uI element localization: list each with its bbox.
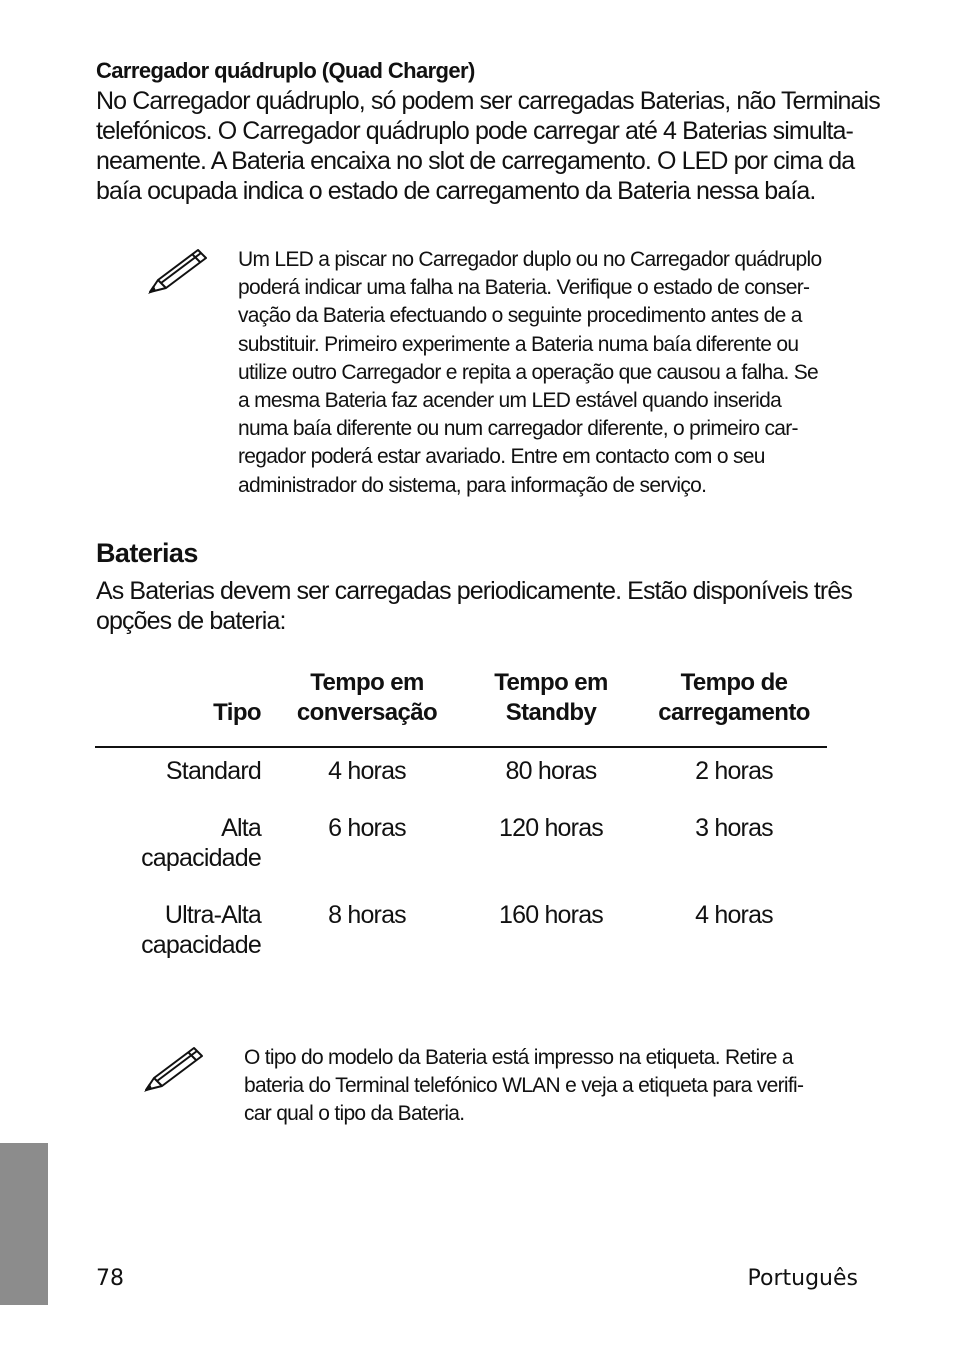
- pencil-icon: [140, 1044, 206, 1096]
- header-line: Tempo em: [310, 669, 424, 696]
- note-line: car qual o tipo da Bateria.: [244, 1102, 465, 1126]
- table-cell-talk: 8 horas: [328, 901, 406, 929]
- page-number: 78: [96, 1266, 124, 1291]
- table-cell-charge: 3 horas: [695, 814, 773, 842]
- cell-line: Standard: [165, 757, 261, 785]
- table-cell-standby: 120 horas: [499, 814, 603, 842]
- header-line: Tempo em: [494, 669, 608, 696]
- header-line: Tipo: [213, 699, 261, 726]
- table-cell-charge: 2 horas: [695, 757, 773, 785]
- column-header-type: [95, 668, 261, 728]
- column-header-charge-time: [641, 668, 827, 728]
- header-line: Tempo de: [680, 669, 788, 696]
- paragraph-line: opções de bateria:: [96, 607, 286, 635]
- header-line: carregamento: [658, 699, 810, 726]
- note-battery-label: [244, 1044, 803, 1129]
- cell-line: capacidade: [141, 844, 261, 872]
- header-line: [95, 668, 261, 698]
- batteries-intro: [96, 576, 852, 636]
- table-cell-type: [95, 756, 261, 786]
- section-heading-batteries: Baterias: [96, 538, 198, 568]
- table-cell-standby: 160 horas: [499, 901, 603, 929]
- paragraph-line: As Baterias devem ser carregadas periodicamente. Estão disponíveis três: [96, 577, 852, 605]
- table-cell-talk: 6 horas: [328, 814, 406, 842]
- paragraph-line: telefónicos. O Carregador quádruplo pode carregar até 4 Baterias simulta-: [96, 117, 853, 145]
- language-side-tab: [0, 1143, 48, 1305]
- table-cell-talk: 4 horas: [328, 757, 406, 785]
- pencil-icon: [144, 246, 210, 298]
- quad-charger-paragraph: [96, 86, 880, 206]
- paragraph-line: baía ocupada indica o estado de carregamento da Bateria nessa baía.: [96, 177, 816, 205]
- footer-language: Português: [747, 1266, 858, 1291]
- note-line: utilize outro Carregador e repita a operação que causou a falha. Se: [238, 360, 819, 384]
- note-line: regador poderá estar avariado. Entre em contacto com o seu: [238, 445, 765, 469]
- note-line: a mesma Bateria faz acender um LED estável quando inserida: [238, 389, 782, 413]
- table-cell-type: [95, 900, 261, 960]
- header-line: Standby: [505, 699, 597, 726]
- note-line: O tipo do modelo da Bateria está impresso na etiqueta. Retire a: [244, 1046, 793, 1069]
- cell-line: capacidade: [141, 931, 261, 959]
- section-heading-quad-charger: Carregador quádruplo (Quad Charger): [96, 58, 475, 83]
- column-header-talk-time: [277, 668, 457, 728]
- note-line: Um LED a piscar no Carregador duplo ou no Carregador quádruplo: [238, 248, 822, 271]
- header-line: conversação: [296, 699, 438, 726]
- cell-line: Alta: [221, 814, 261, 842]
- note-line: administrador do sistema, para informação de serviço.: [238, 473, 707, 497]
- note-line: numa baía diferente ou num carregador diferente, o primeiro car-: [238, 417, 798, 441]
- note-line: vação da Bateria efectuando o seguinte procedimento antes de a: [238, 304, 802, 328]
- paragraph-line: No Carregador quádruplo, só podem ser carregadas Baterias, não Terminais: [96, 87, 880, 115]
- cell-line: Ultra-Alta: [164, 901, 261, 929]
- note-line: substituir. Primeiro experimente a Bateria numa baía diferente ou: [238, 332, 799, 356]
- note-charger-led: [238, 246, 821, 500]
- paragraph-line: neamente. A Bateria encaixa no slot de carregamento. O LED por cima da: [96, 147, 855, 175]
- table-cell-charge: 4 horas: [695, 901, 773, 929]
- note-line: bateria do Terminal telefónico WLAN e veja a etiqueta para verifi-: [244, 1074, 804, 1098]
- table-header-rule: [95, 746, 827, 748]
- table-cell-standby: 80 horas: [505, 757, 597, 785]
- table-cell-type: [95, 813, 261, 873]
- column-header-standby-time: [461, 668, 641, 728]
- note-line: poderá indicar uma falha na Bateria. Verifique o estado de conser-: [238, 276, 810, 300]
